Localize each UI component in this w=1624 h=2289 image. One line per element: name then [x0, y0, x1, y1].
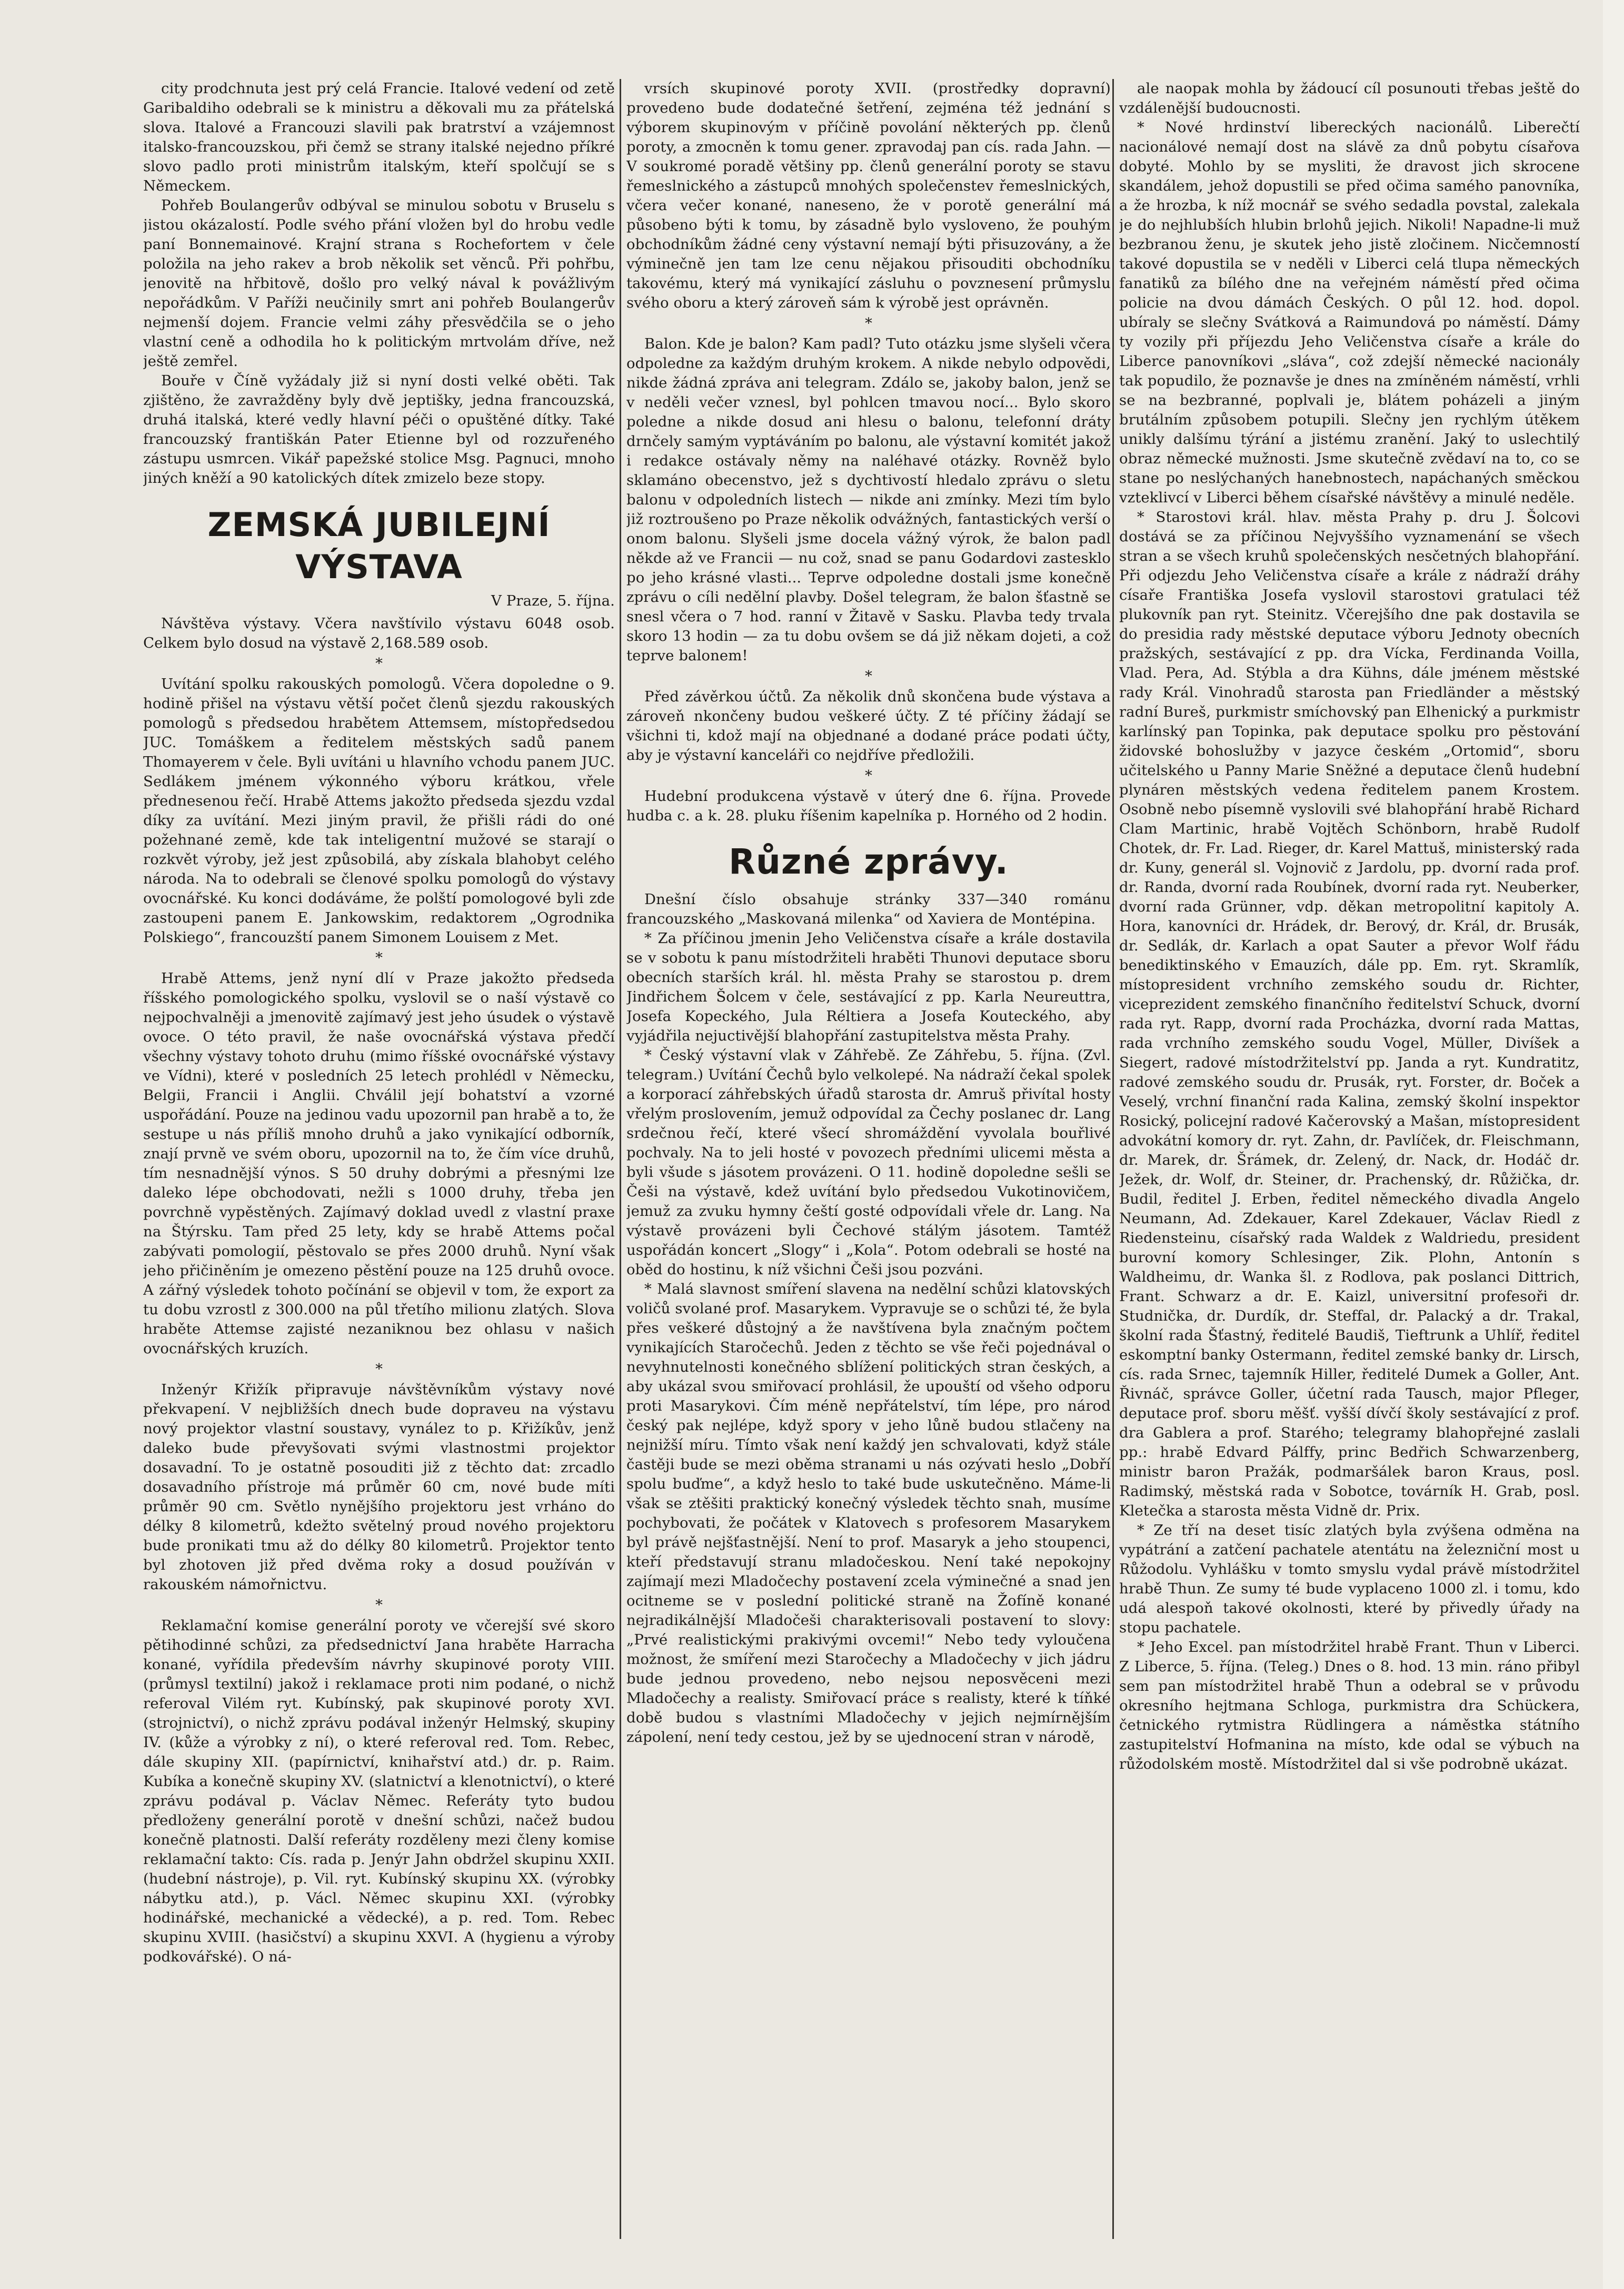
section-headline: Různé zprávy. [729, 841, 1009, 882]
dateline: V Praze, 5. října. [491, 592, 615, 609]
article-paragraph: Hudební produkcena výstavě v úterý dne 6. října. Provede hudba c. a k. 28. pluku říšenim kapelníka p. Horného od 2 hodin. [626, 788, 1111, 824]
article-paragraph: * Český výstavní vlak v Záhřebě. Ze Záhřebu, 5. října. (Zvl. telegram.) Uvítání Čechů bylo velkolepé. Na nádraží čekal spolek a korporací záhřebských úřadů starosta dr. Amruš přivítal hosty vřelým proslovením, jemuž odpovídal za Čechy poslanec dr. Lang srdečnou řečí, které všecí shromáždění vyvolala bouřlivé pochvaly. Na to jeli hosté v povozech předními ulicemi města a byli všude s jásotem provázeni. O 11. hodině dopoledne sešli se Češi na výstavě, kdež uvítání bylo předsedou Vukotinovičem, jemuž za zvuku hymny čeští gosté odpovídali vřele dr. Lang. Na výstavě provázeni byli Čechové stálým jásotem. Tamtéž uspořádán koncert „Slogy“ i „Kola“. Potom odebrali se hosté na oběd do hostinu, k níž všichni Češi jsou pozváni. [626, 1047, 1111, 1278]
article-paragraph: * Starostovi král. hlav. města Prahy p. dru J. Šolcovi dostává se za příčinou Nejvyššího vyznamenání se všech stran a se všech kruhů společenských nesčetných blahopřání. Při odjezdu Jeho Veličenstva císaře a krále z nádraží dráhy císaře Františka Josefa vyslovil starostovi gratulaci též plukovník pan ryt. Steinitz. Včerejšího dne pak dostavila se do presidia rady městské deputace výboru Jednoty obecních pražských, sestávající z pp. dra Vícka, Ferdinanda Voilla, Vlad. Pera, Ad. Stýbla a dra Kühns, dále jménem městské rady Král. Vinohradů starosta pan Friedländer a městský radní Bureš, purkmistr smíchovský pan Elhenický a purkmistr karlínský pan Topinka, pak deputace spolku pro pěstování židovské bohoslužby v jazyce českém „Ortomid“, sboru učitelského u Panny Marie Sněžné a deputace členů hudební plynáren městských vedena ředitelem panem Krostem. Osobně nebo písemně vyslovili své blahopřání hrabě Richard Clam Martinic, hrabě Vojtěch Schönborn, hrabě Rudolf Chotek, dr. Fr. Lad. Rieger, dr. Karel Mattuš, ministerský rada dr. Kuny, generál sl. Vojnovič z Jardolu, pp. dvorní rada prof. dr. Randa, dvorní rada Roubínek, dvorní rada ryt. Neuberker, dvorní rada Grünner, vdp. děkan metropolitní kapitoly A. Hora, kanovníci dr. Hrádek, dr. Berový, dr. Král, dr. Brusák, dr. Sedlák, dr. Karlach a opat Sauter a převor Wolf řádu benediktinského v Emauzích, dále pp. Em. ryt. Skramlík, místopresident vrchního zemského soudu dr. Richter, viceprezident zemského finančního ředitelství Schuck, dvorní rada ryt. Rapp, dvorní rada Procházka, dvorní rada Mattas, rada vrchního zemského soudu Vogel, Müller, Divíšek a Siegert, radové místodržitelství pp. Janda a ryt. Kundratitz, radové zemského soudu dr. Prusák, ryt. Forster, dr. Boček a Veselý, vrchní finanční rada Kalina, zemský školní inspektor Rosický, policejní radové Kačerovský a Mašan, místopresident advokátní komory dr. ryt. Zahn, dr. Pavlíček, dr. Fleischmann, dr. Marek, dr. Šrámek, dr. Zelený, dr. Nack, dr. Hodáč dr. Ježek, dr. Wolf, dr. Steiner, dr. Prachenský, dr. Růžička, dr. Budil, ředitel J. Erben, ředitel německého divadla Angelo Neumann, Ad. Zdekauer, Karel Zdekauer, Václav Riedl z Riedensteinu, císařský rada Waldek z Waldriedu, president burovní komory Schlesinger, Zik. Plohn, Antonín s Waldheimu, dr. Wanka šl. z Rodlova, pak poslanci Dittrich, Frant. Schwarz a dr. E. Kaizl, universitní profesoři dr. Studnička, dr. Durdík, dr. Steffal, dr. Palacký a dr. Trakal, školní rada Šťastný, ředitelé Baudiš, Tieftrunk a Uhlíř, ředitel eskomptní banky Ostermann, ředitel zemské banky dr. Lirsch, cís. rada Srnec, tajemník Hiller, ředitelé Dumek a Goller, Ant. Řivnáč, správce Goller, účetní rada Tausch, major Pfleger, deputace prof. sboru měšť. vyšší dívčí školy sestávající z prof. dra Gablera a prof. Starého; telegramy blahopřejné zaslali pp.: hrabě Edvard Pálffy, princ Bedřich Schwarzenberg, ministr baron Pražák, podmaršálek baron Kraus, posl. Radimský, městská rada v Sobotce, továrník H. Grab, posl. Kletečka a starosta města Vidně dr. Prix. [1119, 509, 1580, 1519]
article-paragraph: Před závěrkou účtů. Za několik dnů skončena bude výstava a zároveň nkončeny budou veškeré účty. Z té příčiny žádají se všichni ti, kdož mají na objednané a dodané práce podati účty, aby je výstavní kanceláři co nejdříve předložili. [626, 688, 1111, 764]
article-paragraph: * Ze tří na deset tisíc zlatých byla zvýšena odměna na vypátrání a zatčení pachatele atentátu na železniční most u Růžodolu. Vyhlášku v tomto smyslu vydal právě místodržitel hrabě Thun. Ze sumy té bude vyplaceno 1000 zl. i tomu, kdo udá alespoň takové okolnosti, které by přivedly úřady na stopu pachatele. [1119, 1522, 1580, 1636]
column-divider [620, 79, 621, 2239]
article-paragraph: Návštěva výstavy. Včera navštívilo výstavu 6048 osob. Celkem bylo dosud na výstavě 2,168.589 osob. [143, 615, 615, 651]
separator-asterisk: * [375, 1597, 383, 1613]
column-right [1119, 79, 1580, 2239]
separator-asterisk: * [865, 315, 872, 332]
article-paragraph: * Jeho Excel. pan místodržitel hrabě Frant. Thun v Liberci. Z Liberce, 5. října. (Teleg.) Dnes o 8. hod. 13 min. ráno přibyl sem pan místodržitel hrabě Thun a odebral se v průvodu okresního hejtmana Schloga, purkmistra dra Schückera, četnického rytmistra Rüdlingera a náměstka státního zastupitelství Hofmanina na místo, kde odal se výbuch na růžodolském mostě. Místodržitel dal si vše podrobně ukázat. [1119, 1639, 1580, 1772]
column-middle [626, 79, 1111, 2239]
article-paragraph: * Nové hrdinství libereckých nacionálů. Liberečtí nacionálové nemají dost na slávě za dnů pobytu císařova dobyté. Mohlo by se mysliti, že dravost jich skrocene skandálem, jehož dopustili se před očima samého panovníka, a že hrozba, k níž mocnář se svého sedadla povstal, zalekala je do nejhlubších hlubin brlohů jejich. Nikoli! Napadne-li muž bezbranou ženu, je skutek jeho jistě zločinem. Nicčemností takové dopustila se v neděli v Liberci celá tlupa německých fanatiků za bílého dne na veřejném náměstí před očima policie na dvou dámách Českých. O půl 12. hod. dopol. ubíraly se slečny Svátková a Raimundová po náměstí. Dámy ty vozily při příjezdu Jeho Veličenstva císaře a krále do Liberce panovníkovi „sláva“, což zdejší německé nacionály tak popudilo, že poznavše je dnes na zmíněném náměstí, vrhli se na bezbranné, poplvali je, blátem poházeli a jiným brutálním způsobem potupili. Slečny jen rychlým útěkem unikly dalšímu týrání a jistému zranění. Jaký to uslechtilý obraz německé mužnosti. Jsme skutečně zvědaví na to, co se stane po neslýchaných hanebnostech, napáchaných směckou vzteklivcí v Liberci během císařské návštěvy a minulé neděle. [1119, 119, 1580, 506]
article-paragraph: city prodchnuta jest prý celá Francie. Italové vedení od zetě Garibaldiho odebrali se k ministru a děkovali mu za přátelská slova. Italové a Francouzi slavili pak bratrství a vzájemnost italsko-francouzskou, při čemž se strany italské nejedno příkré slovo padlo proti ministrům italským, kteří spolčují se s Německem. [143, 80, 615, 194]
article-paragraph: Dnešní číslo obsahuje stránky 337—340 románu francouzského „Maskovaná milenka“ od Xaviera de Montépina. [626, 891, 1111, 927]
article-paragraph: Uvítání spolku rakouských pomologů. Včera dopoledne o 9. hodině přišel na výstavu větší počet členů sjezdu rakouských pomologů s předsedou hrabětem Attemsem, místopředsedou JUC. Tomáškem a ředitelem městských sadů panem Thomayerem v čele. Byli uvítáni u hlavního vchodu panem JUC. Sedlákem jménem výkonného výboru krátkou, vřele přednesenou řečí. Hrabě Attems jakožto předseda sjezdu vzdal díky za uvítání. Mezi jiným pravil, že přišli rádi do oné požehnané země, kde tak inteligentní mužové se starají o rozkvět výroby, jež jest způsobilá, aby získala blahobyt celého národa. Na to odebrali se členové spolku pomologů do výstavy ovocnářské. Ku konci dodáváme, že polští pomologové byli zde zastoupeni panem E. Jankowskim, redaktorem „Ogrodnika Polskiego“, francouzští panem Simonem Louisem z Met. [143, 676, 615, 946]
section-headline: ZEMSKÁ JUBILEJNÍ VÝSTAVA [207, 506, 551, 586]
separator-asterisk: * [375, 655, 383, 672]
column-divider [1112, 79, 1114, 2239]
article-paragraph: Hrabě Attems, jenž nyní dlí v Praze jakožto předseda říšského pomologického spolku, vyslovil se o naší výstavě co nejpochvalněji a jmenovitě zajímavý jest jeho úsudek o výstavě ovoce. O této pravil, že naše ovocnářská výstava předčí všechny výstavy tohoto druhu (mimo říšské ovocnářské výstavy ve Vídni), které v posledních 25 letech prohlédl v Německu, Belgii, Francii i Anglii. Chválil její bohatství a vzorné uspořádání. Pouze na jedinou vadu upozornil pan hrabě a to, že sestupe u nás příliš mnoho druhů a jako vynikající odborník, znají prvně ve svém oboru, upozornil na to, že čím více druhů, tím nesnadnější výnos. S 50 druhy dobrými a přesnými lze daleko lépe obchodovati, nežli s 1000 druhy, třeba jen povrchně vypěstěných. Zajímavý doklad uvedl z vlastní praxe na Štýrsku. Tam před 25 lety, kdy se hrabě Attems počal zabývati pomologií, pěstovalo se přes 2000 druhů. Nyní však jeho přičiněním je omezeno pěstění pouze na 125 druhů ovoce. A zářný výsledek tohoto počínání se objevil v tom, že export za tu dobu vzrostl z 300.000 na půl třetího milionu zlatých. Slova hraběte Attemse zajisté nezaniknou bez ohlasu v našich ovocnářských kruzích. [143, 970, 615, 1357]
article-paragraph: ale naopak mohla by žádoucí cíl posunouti třebas ještě do vzdálenější budoucnosti. [1119, 80, 1580, 116]
article-paragraph: * Malá slavnost smíření slavena na nedělní schůzi klatovských voličů svolané prof. Masarykem. Vypravuje se o schůzi té, že byla přes veškeré důstojný a že navštívena byla značným počtem vynikajících Staročechů. Jeden z těchto se vše řeči pojednával o nevyhnutelnosti konečného sblížení politických stran českých, a aby ukázal svou smiřovací prohlásil, že upouští od všeho odporu proti Masarykovi. Čím méně nepřátelství, tím lépe, pro národ český pak nejlépe, když spory v jeho lůně budou stlačeny na nejnižší míru. Tímto však není každý jen schvalovati, když stále častěji bude se mezi oběma stranami u nás ozývati heslo „Dobří spolu buďme“, a když heslo to také bude uskutečněno. Máme-li však se ztěšiti praktický konečný výsledek těchto snah, musíme pochybovati, že počátek v Klatovech s profesorem Masarykem byl právě nejšťastnější. Není to prof. Masaryk a jeho stoupenci, kteří představují stranu mladočeskou. Není také nepokojny zajímají mezi Mladočechy postavení zcela výminečné a snad jen ocitneme se v poslední politické straně na Žofíně konané nejradikálnější Mladočeši charakterisovali postavení to slovy: „Prvé realistickými prakivými ovcemi!“ Nebo tedy vyloučena možnost, že smíření mezi Staročechy a Mladočechy v jich jádru bude jednou provedeno, nebo nejsou neposvěceni mezi Mladočechy a realisty. Smiřovací práce s realisty, které k tíňké době budou s vlastními Mladočechy v jejich nejmírnějším zápolení, není tedy cestou, jež by se ujednocení stran v národě, [626, 1281, 1111, 1746]
separator-asterisk: * [375, 1361, 383, 1378]
article-paragraph: Pohřeb Boulangerův odbýval se minulou sobotu v Bruselu s jistou okázalostí. Podle svého přání vložen byl do hrobu vedle paní Bonnemainové. Krajní strana s Rochefortem v čele položila na jeho rakev a brob několik set věnců. Při pohřbu, jenovitě na hřbitově, došlo pro velký nával k povážlivým nepořádkům. V Paříži neučinily smrt ani pohřeb Boulangerův nejmenší dojem. Francie velmi záhy přesvědčila se o jeho vlastní ceně a odhodila ho k politickým mrtvolám dříve, než ještě zemřel. [143, 197, 615, 370]
article-paragraph: Bouře v Číně vyžádaly již si nyní dosti velké oběti. Tak zjištěno, že zavražděny byly dvě jeptišky, jedna francouzská, druhá italská, které vedly hlavní péči o opuštěné dítky. Také francouzský františkán Pater Etienne byl od rozzuřeného zástupu usmrcen. Vikář papežské stolice Msg. Pagnuci, mnoho jiných kněží a 90 katolických dítek zmizelo beze stopy. [143, 372, 615, 487]
article-paragraph: Inženýr Křižík připravuje návštěvníkům výstavy nové překvapení. V nejbližších dnech bude dopraveu na výstavu nový projektor vlastní soustavy, vynález to p. Křižíkův, jenž daleko bude převyšovati svými vlastnostmi projektor dosavadní. To je ostatně posouditi již z těchto dat: zrcadlo dosavadního přístroje má průměr 60 cm, nové bude míti průměr 90 cm. Světlo nynějšího projektoru jest vrháno do délky 8 kilometrů, kdežto světelný proud nového projektoru bude pronikati tmu až do délky 80 kilometrů. Projektor tento byl zhotoven již před dvěma roky a dosud používán v rakouském námořnictvu. [143, 1381, 615, 1593]
column-left [143, 79, 615, 2239]
page-edge [1603, 0, 1624, 2289]
separator-asterisk: * [865, 668, 872, 685]
article-paragraph: Reklamační komise generální poroty ve včerejší své skoro pětihodinné schůzi, za předsednictví Jana hraběte Harracha konané, vyřídila především návrhy skupinové poroty VIII. (průmysl textilní) jakož i reklamace proti nim podané, o nichž referoval Vilém ryt. Kubínský, pak skupinové poroty XVI. (strojnictví), o nichž zprávu podával inženýr Helmský, skupiny IV. (kůže a výrobky z ní), o které referoval red. Tom. Rebec, dále skupiny XII. (papírnictví, knihařství atd.) dr. p. Raim. Kubíka a konečně skupiny XV. (slatnictví a klenotnictví), o které zprávu podával p. Václav Němec. Referáty tyto budou předloženy generální porotě v dnešní schůzi, načež budou konečně platnosti. Další referáty rozděleny mezi členy komise reklamační takto: Cís. rada p. Jenýr Jahn obdržel skupinu XXII. (hudební nástroje), p. Vil. ryt. Kubínský skupinu XX. (výrobky nábytku atd.), p. Václ. Němec skupinu XXI. (výrobky hodinářské, mechanické a vědecké), a p. red. Tom. Rebec skupinu XVIII. (hasičství) a skupinu XXVI. A (hygienu a výroby podkovářské). O ná- [143, 1617, 615, 1965]
separator-asterisk: * [375, 949, 383, 966]
article-paragraph: vrsích skupinové poroty XVII. (prostředky dopravní) provedeno bude dodatečné šetření, zejména též jednání s výborem skupinovým v příčině povolání některých pp. členů poroty, a zmocněn k tomu gener. zpravodaj pan cís. rada Jahn. — V soukromé poradě většiny pp. členů generální poroty se stavu řemeslnického a zástupců mnohých společenstev řemeslnických, včera večer konané, naneseno, že v porotě generální má působeno býti k tomu, by zásadně bylo vysloveno, že pouhým obchodníkům žádné ceny výstavní nemají býti přisuzovány, a že výminečně jen tam lze cenu nějakou přisouditi obchodníku takovému, který má vynikající zásluhu o povznesení průmyslu svého oboru a který zároveň sám k výrobě jest oprávněn. [626, 80, 1111, 311]
separator-asterisk: * [865, 767, 872, 784]
article-paragraph: * Za příčinou jmenin Jeho Veličenstva císaře a krále dostavila se v sobotu k panu místodržiteli hraběti Thunovi deputace sboru obecních starších král. hl. města Prahy se starostou p. drem Jindřichem Šolcem v čele, sestávající z pp. Karla Neureuttra, Josefa Kopeckého, Jula Réltiera a Josefa Kouteckého, aby vyjádřila nejuctivější blahopřání zastupitelstva města Prahy. [626, 930, 1111, 1044]
article-paragraph: Balon. Kde je balon? Kam padl? Tuto otázku jsme slyšeli včera odpoledne za každým druhým krokem. A nikde nebylo odpovědi, nikde žádná zpráva ani telegram. Zdálo se, jakoby balon, jenž se v neděli večer vznesl, byl pohlcen tmavou nocí... Bylo skoro poledne a nikde dosud ani hlesu o balonu, telefonní dráty drnčely samým vyptáváním po balonu, ale výstavní komitét jakož i redakce ostávaly němy na naléhavé otázky. Rovněž bylo sklamáno obecenstvo, jež s dychtivostí hledalo zprávu o sletu balonu v odpoledních listech — nikde ani zmínky. Mezi tím bylo již roztroušeno po Praze několik odvážných, fantastických verší o onom balonu. Slyšeli jsme docela vážný výrok, že balon padl někde až ve Francii — nu což, snad se panu Godardovi zastesklo po jeho krásné vlasti... Teprve odpoledne dostali jsme konečně zprávu o cíli nedělní plavby. Došel telegram, že balon šťastně se snesl včera o 7 hod. ranní v Žitavě v Sasku. Plavba tedy trvala skoro 13 hodin — za tu dobu ovšem se dá již někam dojeti, a což teprve balonem! [626, 335, 1111, 664]
